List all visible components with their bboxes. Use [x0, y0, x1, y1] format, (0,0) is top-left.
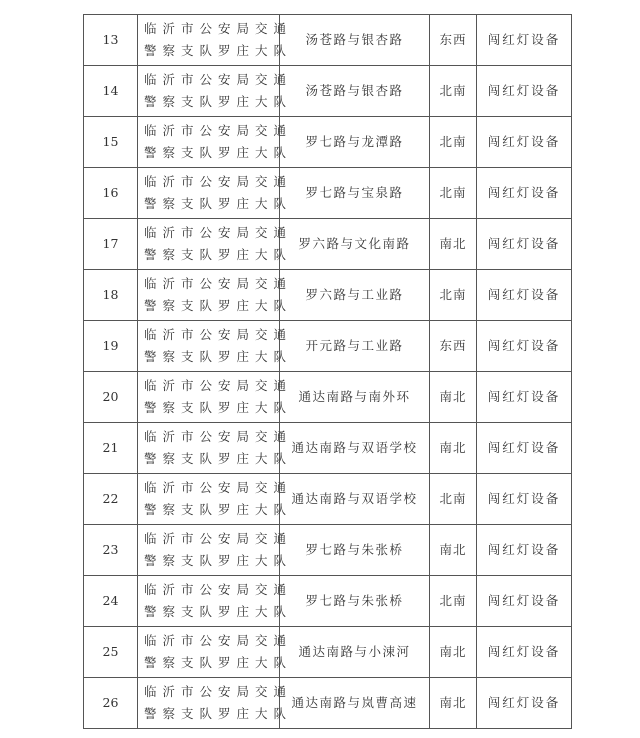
- direction-text: 北南: [439, 593, 467, 608]
- device-type-text: 闯红灯设备: [487, 83, 561, 98]
- row-number-cell: 14: [84, 66, 138, 117]
- unit-name-line-1: 临沂市公安局交通: [144, 684, 293, 699]
- device-type-text: 闯红灯设备: [487, 389, 561, 404]
- row-number-cell: 16: [84, 168, 138, 219]
- device-type-cell: [477, 117, 572, 168]
- device-type-cell: [477, 66, 572, 117]
- row-number-cell: 17: [84, 219, 138, 270]
- device-type-cell: [477, 474, 572, 525]
- row-number-cell: 24: [84, 576, 138, 627]
- table-row: [84, 168, 572, 219]
- direction-text: 北南: [439, 185, 467, 200]
- device-type-text: 闯红灯设备: [487, 593, 561, 608]
- unit-name-line-2: 警察支队罗庄大队: [144, 298, 293, 313]
- location-cell: [280, 321, 430, 372]
- direction-cell: [430, 168, 477, 219]
- location-text: 通达南路与南外环: [298, 389, 411, 404]
- location-cell: [280, 678, 430, 729]
- location-cell: [280, 15, 430, 66]
- location-text: 通达南路与岚曹高速: [291, 695, 418, 710]
- direction-text: 南北: [439, 542, 467, 557]
- device-type-text: 闯红灯设备: [487, 32, 561, 47]
- direction-text: 南北: [439, 440, 467, 455]
- table-row: [84, 270, 572, 321]
- table-row: [84, 474, 572, 525]
- row-number-cell: 22: [84, 474, 138, 525]
- device-type-cell: [477, 168, 572, 219]
- direction-text: 南北: [439, 644, 467, 659]
- unit-cell: [138, 219, 293, 270]
- table-row: [84, 15, 572, 66]
- device-type-text: 闯红灯设备: [487, 236, 561, 251]
- unit-name-line-2: 警察支队罗庄大队: [144, 145, 293, 160]
- row-number-cell: 26: [84, 678, 138, 729]
- table-row: [84, 117, 572, 168]
- direction-text: 北南: [439, 134, 467, 149]
- unit-name-line-2: 警察支队罗庄大队: [144, 247, 293, 262]
- direction-cell: [430, 321, 477, 372]
- location-text: 罗七路与龙潭路: [305, 134, 404, 149]
- unit-name-line-2: 警察支队罗庄大队: [144, 604, 293, 619]
- unit-cell: [138, 627, 293, 678]
- location-text: 汤苍路与银杏路: [305, 83, 404, 98]
- table-row: [84, 627, 572, 678]
- unit-name-line-2: 警察支队罗庄大队: [144, 400, 293, 415]
- direction-text: 南北: [439, 236, 467, 251]
- location-text: 罗六路与工业路: [305, 287, 404, 302]
- device-type-cell: [477, 678, 572, 729]
- device-type-cell: [477, 372, 572, 423]
- table-body: [84, 15, 572, 729]
- table-row: [84, 423, 572, 474]
- row-number-cell: 25: [84, 627, 138, 678]
- unit-cell: [138, 168, 293, 219]
- unit-cell: [138, 423, 293, 474]
- location-cell: [280, 168, 430, 219]
- device-type-text: 闯红灯设备: [487, 185, 561, 200]
- device-type-text: 闯红灯设备: [487, 440, 561, 455]
- direction-cell: [430, 219, 477, 270]
- direction-cell: [430, 423, 477, 474]
- table-row: [84, 66, 572, 117]
- unit-cell: [138, 270, 293, 321]
- unit-name-line-1: 临沂市公安局交通: [144, 633, 293, 648]
- table-row: [84, 525, 572, 576]
- unit-name-line-1: 临沂市公安局交通: [144, 123, 293, 138]
- location-text: 通达南路与双语学校: [291, 440, 418, 455]
- device-type-text: 闯红灯设备: [487, 542, 561, 557]
- direction-text: 北南: [439, 83, 467, 98]
- device-type-cell: [477, 525, 572, 576]
- unit-name-line-2: 警察支队罗庄大队: [144, 43, 293, 58]
- unit-cell: [138, 117, 293, 168]
- direction-cell: [430, 117, 477, 168]
- unit-cell: [138, 372, 293, 423]
- location-text: 汤苍路与银杏路: [305, 32, 404, 47]
- location-cell: [280, 576, 430, 627]
- location-cell: [280, 219, 430, 270]
- unit-cell: [138, 678, 293, 729]
- device-type-text: 闯红灯设备: [487, 338, 561, 353]
- unit-name-line-1: 临沂市公安局交通: [144, 378, 293, 393]
- unit-cell: [138, 576, 293, 627]
- unit-name-line-2: 警察支队罗庄大队: [144, 94, 293, 109]
- row-number-cell: 20: [84, 372, 138, 423]
- table-row: [84, 678, 572, 729]
- unit-cell: [138, 15, 293, 66]
- unit-name-line-1: 临沂市公安局交通: [144, 174, 293, 189]
- device-type-cell: [477, 627, 572, 678]
- unit-name-line-1: 临沂市公安局交通: [144, 327, 293, 342]
- device-type-text: 闯红灯设备: [487, 491, 561, 506]
- location-cell: [280, 474, 430, 525]
- unit-name-line-1: 临沂市公安局交通: [144, 276, 293, 291]
- location-cell: [280, 627, 430, 678]
- location-cell: [280, 423, 430, 474]
- unit-name-line-1: 临沂市公安局交通: [144, 531, 293, 546]
- device-type-text: 闯红灯设备: [487, 287, 561, 302]
- direction-cell: [430, 15, 477, 66]
- location-text: 罗七路与朱张桥: [305, 593, 404, 608]
- direction-cell: [430, 372, 477, 423]
- unit-cell: [138, 474, 293, 525]
- unit-cell: [138, 66, 293, 117]
- row-number-cell: 13: [84, 15, 138, 66]
- device-type-text: 闯红灯设备: [487, 134, 561, 149]
- table-row: [84, 321, 572, 372]
- direction-cell: [430, 576, 477, 627]
- location-text: 罗七路与朱张桥: [305, 542, 404, 557]
- direction-cell: [430, 474, 477, 525]
- row-number-cell: 15: [84, 117, 138, 168]
- device-type-cell: [477, 321, 572, 372]
- location-text: 开元路与工业路: [305, 338, 404, 353]
- location-text: 通达南路与双语学校: [291, 491, 418, 506]
- table-row: [84, 372, 572, 423]
- unit-name-line-1: 临沂市公安局交通: [144, 21, 293, 36]
- unit-cell: [138, 321, 293, 372]
- direction-text: 北南: [439, 287, 467, 302]
- unit-name-line-1: 临沂市公安局交通: [144, 480, 293, 495]
- location-text: 罗七路与宝泉路: [305, 185, 404, 200]
- unit-name-line-2: 警察支队罗庄大队: [144, 349, 293, 364]
- location-text: 罗六路与文化南路: [298, 236, 411, 251]
- device-type-text: 闯红灯设备: [487, 695, 561, 710]
- location-cell: [280, 117, 430, 168]
- unit-name-line-2: 警察支队罗庄大队: [144, 706, 293, 721]
- direction-cell: [430, 270, 477, 321]
- table-row: [84, 219, 572, 270]
- device-list-table: [83, 14, 572, 729]
- location-cell: [280, 66, 430, 117]
- location-text: 通达南路与小涑河: [298, 644, 411, 659]
- location-cell: [280, 372, 430, 423]
- unit-name-line-1: 临沂市公安局交通: [144, 72, 293, 87]
- device-type-cell: [477, 219, 572, 270]
- row-number-cell: 21: [84, 423, 138, 474]
- device-type-text: 闯红灯设备: [487, 644, 561, 659]
- row-number-cell: 18: [84, 270, 138, 321]
- unit-name-line-1: 临沂市公安局交通: [144, 429, 293, 444]
- direction-text: 南北: [439, 695, 467, 710]
- direction-cell: [430, 678, 477, 729]
- device-type-cell: [477, 423, 572, 474]
- unit-name-line-2: 警察支队罗庄大队: [144, 196, 293, 211]
- table-row: [84, 576, 572, 627]
- direction-cell: [430, 525, 477, 576]
- device-type-cell: [477, 270, 572, 321]
- unit-cell: [138, 525, 293, 576]
- location-cell: [280, 270, 430, 321]
- direction-text: 东西: [439, 338, 467, 353]
- unit-name-line-2: 警察支队罗庄大队: [144, 553, 293, 568]
- direction-cell: [430, 66, 477, 117]
- direction-text: 北南: [439, 491, 467, 506]
- location-cell: [280, 525, 430, 576]
- row-number-cell: 23: [84, 525, 138, 576]
- device-type-cell: [477, 15, 572, 66]
- row-number-cell: 19: [84, 321, 138, 372]
- device-type-cell: [477, 576, 572, 627]
- unit-name-line-2: 警察支队罗庄大队: [144, 655, 293, 670]
- unit-name-line-1: 临沂市公安局交通: [144, 582, 293, 597]
- unit-name-line-2: 警察支队罗庄大队: [144, 502, 293, 517]
- direction-text: 东西: [439, 32, 467, 47]
- direction-text: 南北: [439, 389, 467, 404]
- unit-name-line-1: 临沂市公安局交通: [144, 225, 293, 240]
- direction-cell: [430, 627, 477, 678]
- unit-name-line-2: 警察支队罗庄大队: [144, 451, 293, 466]
